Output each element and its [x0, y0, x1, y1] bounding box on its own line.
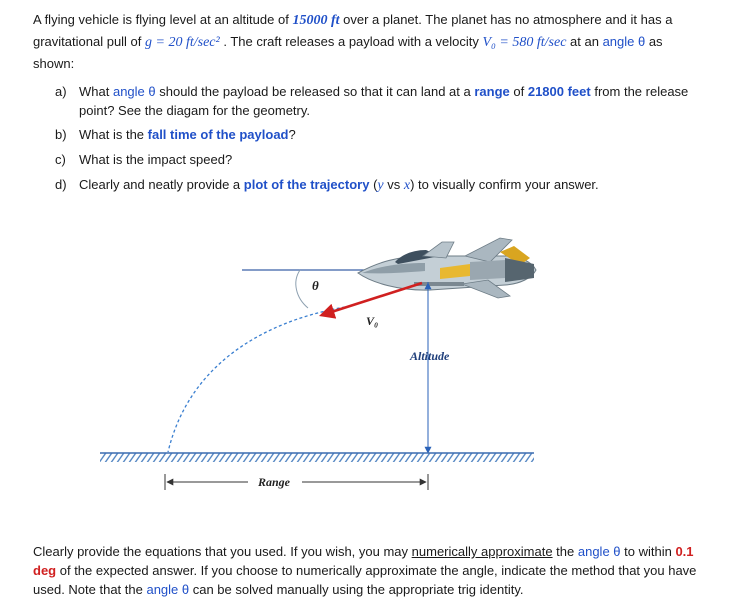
question-a-text-1: What	[79, 84, 113, 99]
question-c-text: What is the impact speed?	[79, 152, 233, 167]
question-d-text-2: (	[369, 177, 378, 192]
intro-text-7: shown:	[33, 56, 75, 71]
footer-text-5: used. Note that the	[33, 582, 147, 597]
question-d-x: x	[403, 178, 411, 193]
velocity-expression: V₀ = 580 ft/sec	[482, 35, 567, 50]
gravity-expression: g = 20 ft/sec²	[145, 35, 220, 50]
question-b-text-1: What is the	[79, 127, 148, 142]
question-a-text-2: should the payload be released so that it can land at a	[155, 84, 475, 99]
question-a-text-5: point? See the diagam for the geometry.	[79, 103, 311, 118]
intro-text-5: at an	[566, 34, 603, 49]
question-d-label: d)	[55, 177, 67, 192]
question-c-label: c)	[55, 152, 66, 167]
numerically-approximate: numerically approximate	[411, 544, 553, 559]
question-d-y: y	[377, 178, 384, 193]
altitude-label: Altitude	[410, 349, 450, 363]
question-d-highlight: plot of the trajectory	[243, 177, 370, 192]
footer-paragraph	[33, 542, 733, 599]
question-b-label: b)	[55, 127, 67, 142]
footer-text-2: the	[552, 544, 578, 559]
theta-label: θ	[312, 278, 319, 293]
altitude-value: 15000 ft	[292, 13, 340, 28]
intro-text-3: gravitational pull of	[33, 34, 146, 49]
footer-angle-1: angle θ	[577, 544, 621, 559]
angle-arc	[296, 270, 308, 308]
range-label: Range	[258, 475, 291, 489]
footer-text-1: Clearly provide the equations that you used. If you wish, you may	[33, 544, 412, 559]
intro-text-1: A flying vehicle is flying level at an altitude of	[33, 12, 293, 27]
trajectory-path	[168, 307, 345, 452]
tolerance-unit: deg	[33, 563, 57, 578]
footer-text-6: can be solved manually using the appropriate trig identity.	[189, 582, 524, 597]
question-d-text-1: Clearly and neatly provide a	[79, 177, 244, 192]
footer-text-3: to within	[620, 544, 676, 559]
question-b-text-2: ?	[288, 127, 296, 142]
question-d-text-3: ) to visually confirm your answer.	[410, 177, 599, 192]
question-a-range-value: 21800 feet	[527, 84, 591, 99]
question-a-text-3: of	[509, 84, 528, 99]
aircraft-graphic	[358, 238, 536, 298]
question-a-label: a)	[55, 84, 67, 99]
intro-text-2: over a planet. The planet has no atmosphere and it has a	[339, 12, 673, 27]
question-b-highlight: fall time of the payload	[147, 127, 289, 142]
question-a-range: range	[474, 84, 510, 99]
intro-text-4: . The craft releases a payload with a velocity	[219, 34, 483, 49]
question-a-angle: angle θ	[112, 84, 156, 99]
footer-text-4: of the expected answer. If you choose to numerically approximate the angle, indicate the method that you have	[56, 563, 697, 578]
angle-theta-intro: angle θ	[602, 34, 646, 49]
tolerance-value: 0.1	[675, 544, 694, 559]
question-a-text-4: from the release	[590, 84, 689, 99]
footer-angle-2: angle θ	[146, 582, 190, 597]
velocity-label: V₀	[366, 314, 379, 328]
ground-hatch	[100, 453, 534, 462]
intro-text-6: as	[645, 34, 663, 49]
question-d-vs: vs	[383, 177, 404, 192]
velocity-vector	[322, 283, 422, 315]
